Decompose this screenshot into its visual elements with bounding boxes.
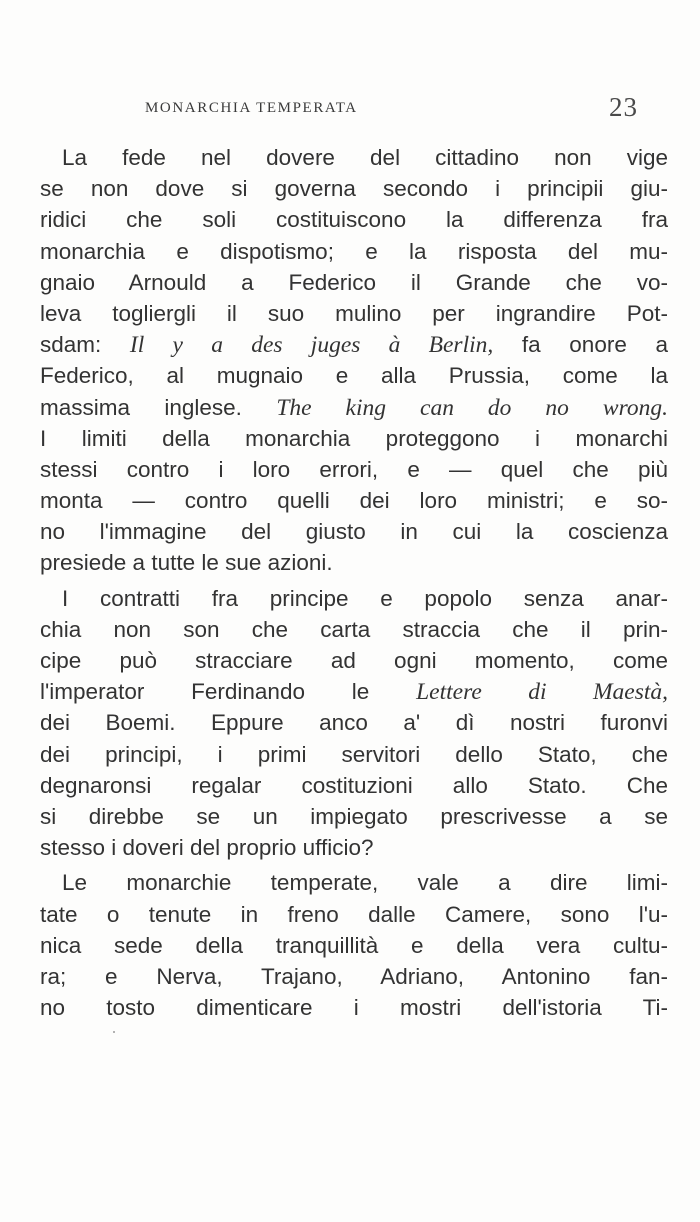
text-line: Federico, al mugnaio e alla Prussia, come la <box>40 363 668 389</box>
text-run: sdam: <box>40 332 130 358</box>
text-line <box>40 676 668 707</box>
text-line: degnaronsi regalar costituzioni allo Stato. Che <box>40 772 668 798</box>
text-run: massima inglese. <box>40 394 277 420</box>
text-line: cipe può stracciare ad ogni momento, come <box>40 648 668 673</box>
text-line: ridici che soli costituiscono la differenza fra <box>40 207 668 233</box>
text-line: gnaio Arnould a Federico il Grande che vo- <box>40 269 668 295</box>
text-line: stesso i doveri del proprio ufficio? <box>40 835 374 861</box>
text-run: l'imperator Ferdinando le <box>40 679 417 705</box>
italic-quote: Il y a des juges à Berlin, <box>129 332 494 359</box>
text-line: nica sede della tranquillità e della vera cultu- <box>40 932 668 958</box>
text-line <box>40 392 668 423</box>
text-line: I contratti fra principe e popolo senza anar- <box>62 585 668 611</box>
text-line: si direbbe se un impiegato prescrivesse a se <box>40 803 668 829</box>
text-line: monarchia e dispotismo; e la risposta del mu- <box>40 238 668 264</box>
page-number: 23 <box>609 92 638 122</box>
text-line: dei principi, i primi servitori dello Stato, che <box>40 741 668 767</box>
page-speck <box>113 1031 115 1033</box>
text-line: dei Boemi. Eppure anco a' dì nostri furonvi <box>40 710 668 736</box>
text-line: se non dove si governa secondo i principii giu- <box>40 176 668 202</box>
text-line: leva togliergli il suo mulino per ingrandire Pot- <box>40 300 668 326</box>
text-line: chia non son che carta straccia che il prin- <box>40 616 668 642</box>
text-line: no tosto dimenticare i mostri dell'istoria Ti- <box>40 995 668 1021</box>
text-line: I limiti della monarchia proteggono i monarchi <box>40 425 668 451</box>
text-line: presiede a tutte le sue azioni. <box>40 550 333 576</box>
text-line: Le monarchie temperate, vale a dire limi- <box>62 870 668 896</box>
body-text <box>40 142 668 1023</box>
text-line: no l'immagine del giusto in cui la coscienza <box>40 519 668 545</box>
text-line <box>40 329 668 360</box>
text-run: fa onore a <box>493 332 668 358</box>
text-line: ra; e Nerva, Trajano, Adriano, Antonino fan- <box>40 963 668 989</box>
text-line: stessi contro i loro errori, e — quel che più <box>40 456 668 482</box>
italic-title: Lettere di Maestà, <box>416 679 669 706</box>
italic-quote: The king can do no wrong. <box>276 394 668 421</box>
text-line: La fede nel dovere del cittadino non vige <box>62 145 668 170</box>
running-head <box>40 92 660 126</box>
text-line: tate o tenute in freno dalle Camere, sono l'u- <box>40 901 668 927</box>
text-line: monta — contro quelli dei loro ministri; e so- <box>40 488 668 514</box>
running-title: MONARCHIA TEMPERATA <box>145 100 358 116</box>
